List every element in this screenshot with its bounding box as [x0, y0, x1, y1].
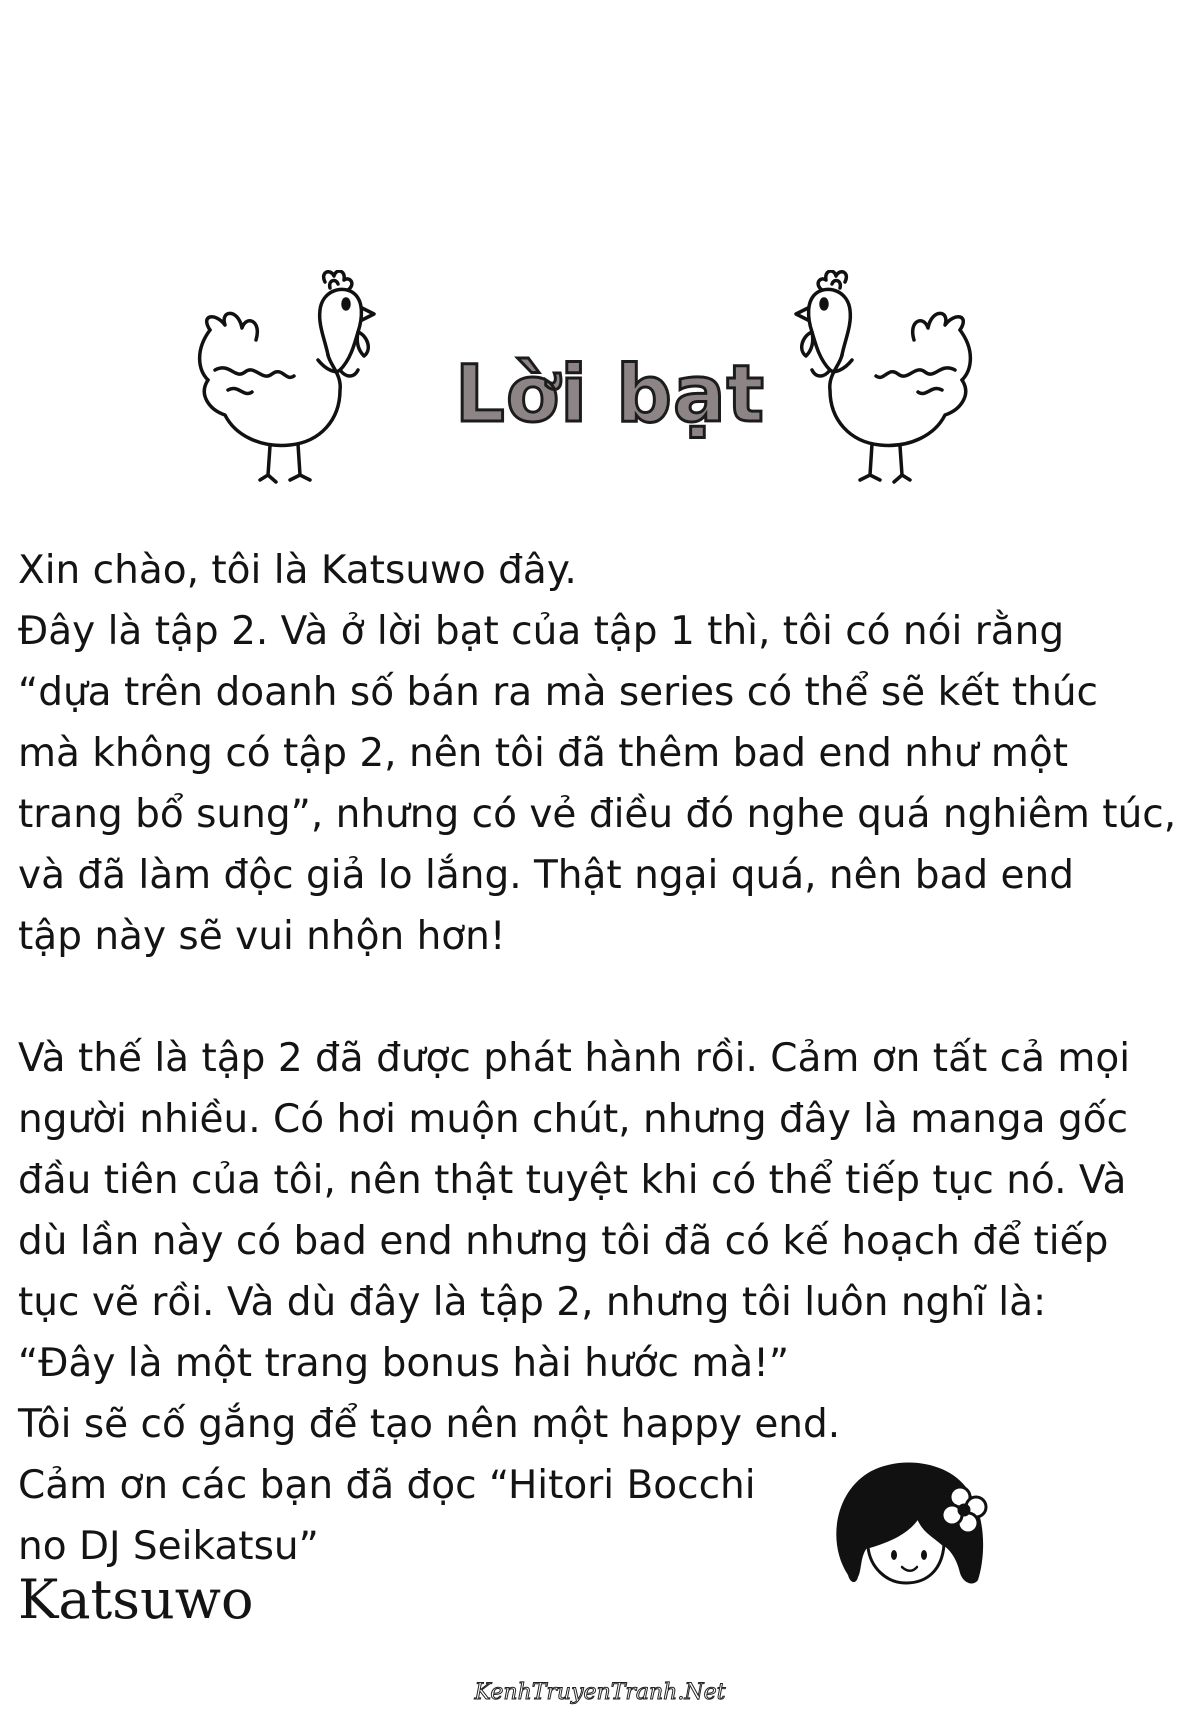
- chicken-left-icon: [190, 270, 390, 485]
- afterword-title: Lời bạt: [455, 350, 765, 440]
- text-line: no DJ Seikatsu”: [18, 1524, 319, 1569]
- text-line: Và thế là tập 2 đã được phát hành rồi. Cảm ơn tất cả mọi: [18, 1036, 1131, 1081]
- text-line: tập này sẽ vui nhộn hơn!: [18, 914, 506, 959]
- text-line: tục vẽ rồi. Và dù đây là tập 2, nhưng tôi luôn nghĩ là:: [18, 1280, 1047, 1325]
- text-line: Cảm ơn các bạn đã đọc “Hitori Bocchi: [18, 1463, 756, 1508]
- text-line: “dựa trên doanh số bán ra mà series có thể sẽ kết thúc: [18, 670, 1099, 715]
- text-line: mà không có tập 2, nên tôi đã thêm bad end như một: [18, 731, 1068, 776]
- text-line: trang bổ sung”, nhưng có vẻ điều đó nghe quá nghiêm túc,: [18, 792, 1177, 837]
- text-line: và đã làm độc giả lo lắng. Thật ngại quá, nên bad end: [18, 853, 1074, 898]
- chicken-right-icon: [780, 270, 980, 485]
- afterword-header: [0, 270, 1200, 540]
- site-watermark: KenhTruyenTranh.Net: [474, 1680, 726, 1705]
- paragraph-1: [18, 540, 1183, 967]
- text-line: đầu tiên của tôi, nên thật tuyệt khi có thể tiếp tục nó. Và: [18, 1158, 1127, 1203]
- text-line: Tôi sẽ cố gắng để tạo nên một happy end.: [18, 1402, 841, 1447]
- text-line: Đây là tập 2. Và ở lời bạt của tập 1 thì, tôi có nói rằng: [18, 609, 1065, 654]
- paragraph-2: [18, 1028, 1183, 1577]
- author-signature: Katsuwo: [18, 1568, 254, 1631]
- afterword-body: [18, 540, 1183, 1577]
- text-line: dù lần này có bad end nhưng tôi đã có kế hoạch để tiếp: [18, 1219, 1109, 1264]
- text-line: Xin chào, tôi là Katsuwo đây.: [18, 548, 577, 593]
- text-line: “Đây là một trang bonus hài hước mà!”: [18, 1341, 790, 1386]
- paragraph-gap: [18, 967, 1183, 1028]
- text-line: người nhiều. Có hơi muộn chút, nhưng đây là manga gốc: [18, 1097, 1129, 1142]
- author-avatar-icon: [828, 1455, 998, 1595]
